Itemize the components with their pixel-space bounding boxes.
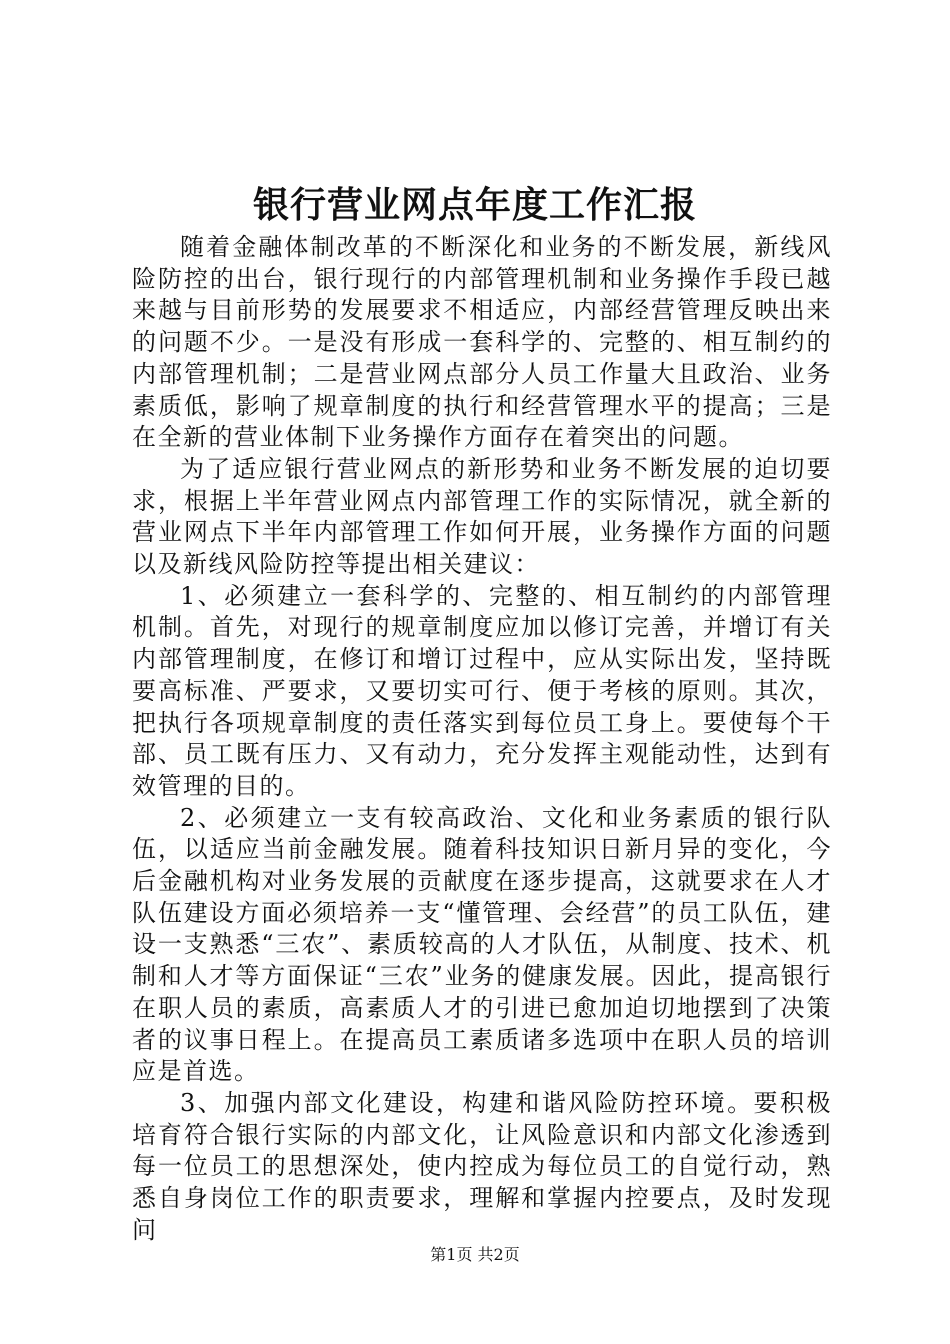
document-title: 银行营业网点年度工作汇报 (252, 185, 697, 226)
body-paragraph: 2、必须建立一支有较高政治、文化和业务素质的银行队伍，以适应当前金融发展。随着科技知识日新月异的变化，今后金融机构对业务发展的贡献度在逐步提高，这就要求在人才队伍建设方面必须培养一支“懂管理、会经营”的员工队伍，建设一支熟悉“三农”、素质较高的人才队伍，从制度、技术、机制和人才等方面保证“三农”业务的健康发展。因此，提高银行在职人员的素质，高素质人才的引进已愈加迫切地摆到了决策者的议事日程上。在提高员工素质诸多选项中在职人员的培训应是首选。 (132, 803, 832, 1086)
body-paragraph: 1、必须建立一套科学的、完整的、相互制约的内部管理机制。首先，对现行的规章制度应加以修订完善，并增订有关内部管理制度，在修订和增订过程中，应从实际出发，坚持既要高标准、严要求，又要切实可行、便于考核的原则。其次，把执行各项规章制度的责任落实到每位员工身上。要使每个干部、员工既有压力、又有动力，充分发挥主观能动性，达到有效管理的目的。 (132, 581, 832, 800)
document-body (132, 232, 832, 1247)
body-paragraph: 随着金融体制改革的不断深化和业务的不断发展，新线风险防控的出台，银行现行的内部管理机制和业务操作手段已越来越与目前形势的发展要求不相适应，内部经营管理反映出来的问题不少。一是没有形成一套科学的、完整的、相互制约的内部管理机制；二是营业网点部分人员工作量大且政治、业务素质低，影响了规章制度的执行和经营管理水平的提高；三是在全新的营业体制下业务操作方面存在着突出的问题。 (132, 233, 832, 452)
page-number-footer: 第1页 共2页 (430, 1245, 520, 1264)
body-paragraph: 为了适应银行营业网点的新形势和业务不断发展的迫切要求，根据上半年营业网点内部管理工作的实际情况，就全新的营业网点下半年内部管理工作如何开展，业务操作方面的问题以及新线风险防控等提出相关建议： (132, 454, 832, 579)
body-paragraph: 3、加强内部文化建设，构建和谐风险防控环境。要积极培育符合银行实际的内部文化，让风险意识和内部文化渗透到每一位员工的思想深处，使内控成为每位员工的自觉行动，熟悉自身岗位工作的职责要求，理解和掌握内控要点，及时发现问 (132, 1088, 832, 1244)
